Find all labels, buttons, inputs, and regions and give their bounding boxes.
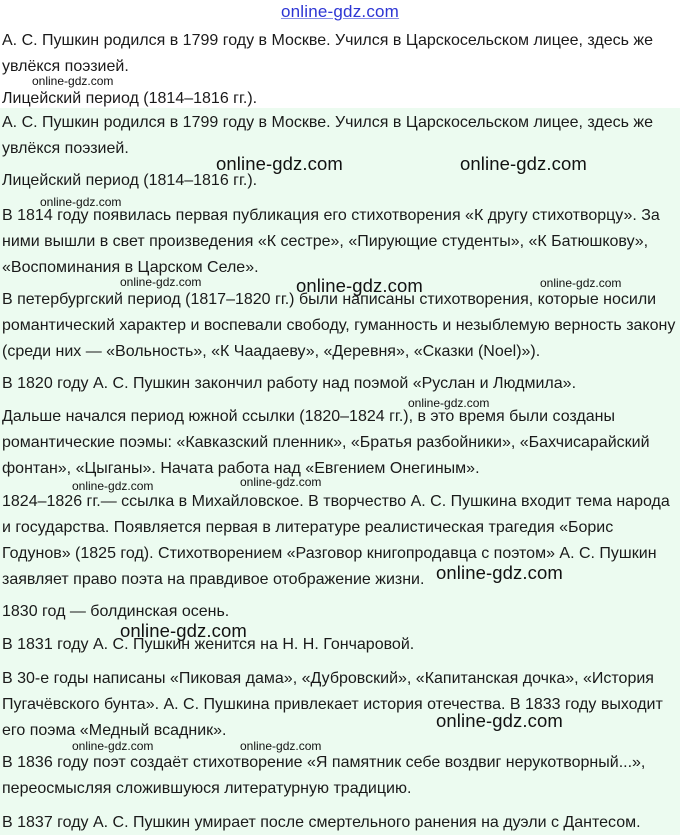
paragraph-30s: В 30-е годы написаны «Пиковая дама», «Дубровский», «Капитанская дочка», «История Пугачёвского бунта». А. С. Пушкина привлекает история отечества. В 1833 году выходит его поэма «Медный всадник». bbox=[2, 670, 663, 739]
watermark: online-gdz.com bbox=[72, 739, 154, 753]
paragraph-intro-repeat: А. С. Пушкин родился в 1799 году в Москве. Учился в Царскосельском лицее, здесь же увлёкся поэзией. bbox=[2, 114, 653, 157]
watermark: online-gdz.com bbox=[40, 195, 122, 209]
watermark: online-gdz.com bbox=[436, 562, 563, 583]
watermark: online-gdz.com bbox=[460, 153, 587, 174]
paragraph-lyceum: Лицейский период (1814–1816 гг.). bbox=[2, 90, 258, 107]
watermark: online-gdz.com bbox=[120, 275, 202, 289]
watermark: online-gdz.com bbox=[120, 620, 247, 641]
paragraph-1814: В 1814 году появилась первая публикация его стихотворения «К другу стихотворцу». За ними вышли в свет произведения «К сестре», «Пирующие студенты», «К Батюшкову», «Воспоминания в Царском Селе». bbox=[2, 207, 660, 276]
watermark: online-gdz.com bbox=[32, 74, 114, 88]
site-header-link[interactable]: online-gdz.com bbox=[280, 2, 400, 21]
paragraph-boldino: 1830 год — болдинская осень. bbox=[2, 603, 230, 620]
paragraph-intro: А. С. Пушкин родился в 1799 году в Москве. Учился в Царскосельском лицее, здесь же увлёкся поэзией. bbox=[2, 32, 653, 75]
watermark: online-gdz.com bbox=[72, 479, 154, 493]
paragraph-lyceum-repeat: Лицейский период (1814–1816 гг.). bbox=[2, 172, 258, 189]
paragraph-1837: В 1837 году А. С. Пушкин умирает после смертельного ранения на дуэли с Дантесом. bbox=[2, 814, 641, 831]
watermark: online-gdz.com bbox=[216, 153, 343, 174]
paragraph-1836: В 1836 году поэт создаёт стихотворение «Я памятник себе воздвиг нерукотворный...», переосмысляя сложившуюся литературную традицию. bbox=[2, 754, 646, 797]
watermark: online-gdz.com bbox=[240, 739, 322, 753]
paragraph-1820: В 1820 году А. С. Пушкин закончил работу над поэмой «Руслан и Людмила». bbox=[2, 375, 577, 392]
paragraph-south-exile: Дальше начался период южной ссылки (1820–1824 гг.), в это время были созданы романтические поэмы: «Кавказский пленник», «Братья разбойники», «Бахчисарайский фонтан», «Цыганы». Начата работа над «Евгением Онегиным». bbox=[2, 408, 650, 477]
watermark: online-gdz.com bbox=[436, 710, 563, 731]
watermark: online-gdz.com bbox=[240, 475, 322, 489]
watermark: online-gdz.com bbox=[408, 396, 490, 410]
paragraph-1831: В 1831 году А. С. Пушкин женится на Н. Н. Гончаровой. bbox=[2, 636, 415, 653]
paragraph-mikhailovskoe: 1824–1826 гг.— ссылка в Михайловское. В творчество А. С. Пушкина входит тема народа и государства. Появляется первая в литературе реалистическая трагедия «Борис Годунов» (1825 год). Стихотворением «Разговор книгопродавца с поэтом» А. С. Пушкин заявляет право поэта на правдивое отображение жизни. bbox=[2, 493, 670, 588]
watermark: online-gdz.com bbox=[296, 275, 423, 296]
watermark: online-gdz.com bbox=[540, 276, 622, 290]
paragraph-petersburg: В петербургский период (1817–1820 гг.) были написаны стихотворения, которые носили романтический характер и воспевали свободу, гуманность и незыблемую верность закону (среди них — «Вольность», «К Чаадаеву», «Деревня», «Сказки (Noel)»). bbox=[2, 291, 676, 360]
